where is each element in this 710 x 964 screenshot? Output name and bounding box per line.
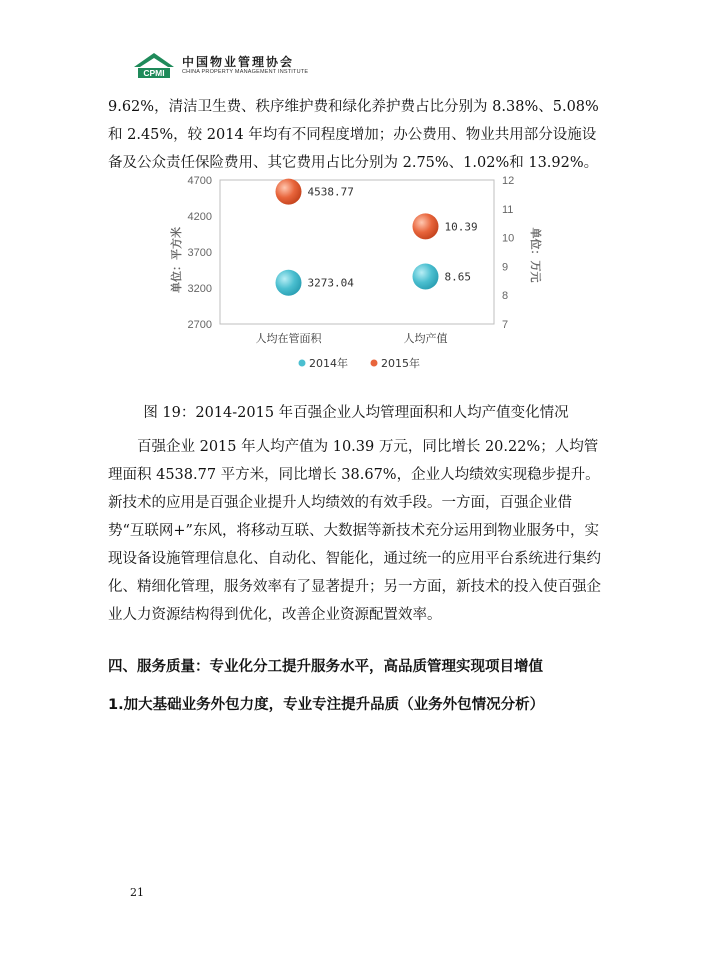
figure-caption: 图 19：2014-2015 年百强企业人均管理面积和人均产值变化情况 [143, 405, 569, 421]
y-tick-label: 3200 [187, 283, 212, 295]
y-axis-label: 单位：平方米 [170, 227, 183, 293]
legend-marker [299, 360, 306, 367]
page-header [132, 50, 309, 80]
y2-tick-label: 8 [502, 290, 509, 303]
y2-tick-label: 10 [502, 232, 515, 245]
y2-tick-label: 12 [502, 175, 515, 187]
paragraph-analysis: 百强企业 2015 年人均产值为 10.39 万元，同比增长 20.22%；人均管理面积 4538.77 平方米，同比增长 38.67%，企业人均绩效实现稳步提升。新技术的应用是百强企业提升人均绩效的有效手段。一方面，百强企业借势“互联网+”东风，将移动互联、大数据等新技术充分运用到物业服务中，实现设备设施管理信息化、自动化、智能化，通过统一的应用平台系统进行集约化、精细化管理，服务效率有了显著提升；另一方面，新技术的投入使百强企业人力资源结构得到优化，改善企业资源配置效率。 [108, 439, 601, 623]
page-number: 21 [130, 886, 144, 899]
section-heading: 四、服务质量：专业化分工提升服务水平，高品质管理实现项目增值 [108, 659, 543, 675]
y2-tick-label: 9 [502, 261, 509, 274]
chart-svg [162, 170, 542, 380]
logo-abbr: CPMI [143, 68, 165, 78]
data-label: 3273.04 [307, 276, 354, 290]
y2-tick-label: 7 [502, 319, 509, 331]
x-tick-label: 人均在管面积 [255, 332, 322, 345]
data-label: 8.65 [444, 270, 471, 284]
org-name-cn: 中国物业管理协会 [182, 55, 295, 69]
x-tick-label: 人均产值 [403, 332, 448, 345]
paragraph-costs: 9.62%，清洁卫生费、秩序维护费和绿化养护费占比分别为 8.38%、5.08%和 2.45%，较 2014 年均有不同程度增加；办公费用、物业共用部分设施设备及公众责任保险费用、其它费用占比分别为 2.75%、1.02%和 13.92%。 [108, 99, 599, 171]
y2-tick-label: 11 [502, 203, 514, 216]
data-label: 4538.77 [307, 185, 354, 199]
data-point [276, 179, 302, 205]
y-tick-label: 3700 [187, 247, 212, 259]
y-tick-label: 4200 [187, 211, 212, 223]
y2-axis-label: 单位：万元 [529, 227, 542, 283]
y-tick-label: 2700 [187, 319, 212, 331]
y-tick-label: 4700 [187, 175, 212, 187]
data-point [413, 213, 439, 239]
data-point [276, 270, 302, 296]
data-point [413, 263, 439, 289]
bubble-chart [162, 170, 542, 380]
legend-marker [371, 360, 378, 367]
cpmi-logo [132, 50, 176, 80]
plot-area-border [220, 180, 494, 324]
legend-label: 2015年 [381, 357, 420, 370]
legend-label: 2014年 [309, 357, 348, 370]
org-name-en: CHINA PROPERTY MANAGEMENT INSTITUTE [182, 69, 309, 75]
data-label: 10.39 [444, 220, 478, 234]
subsection-heading: 1.加大基础业务外包力度，专业专注提升品质（业务外包情况分析） [108, 697, 545, 713]
